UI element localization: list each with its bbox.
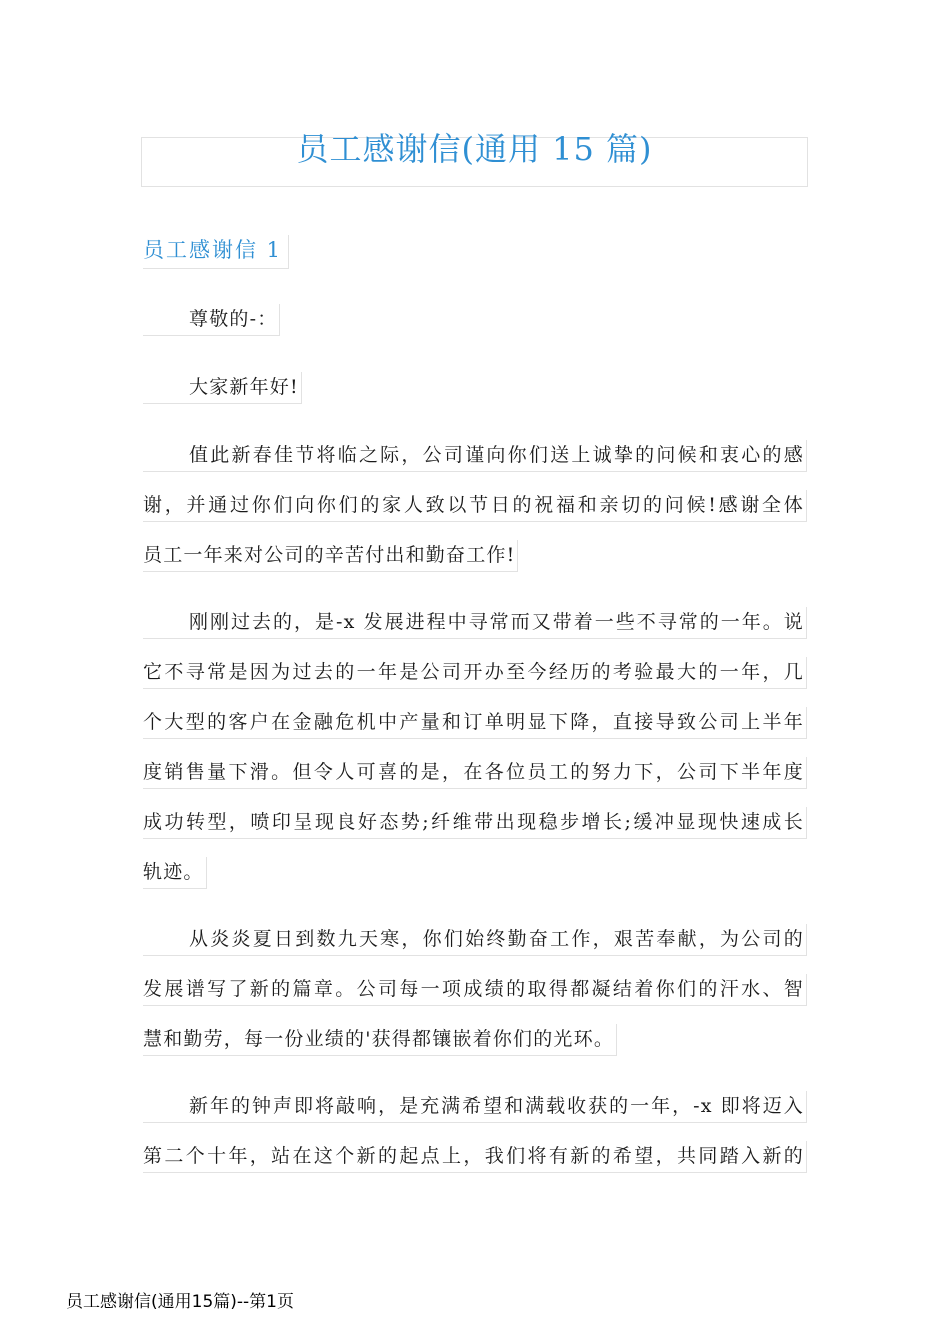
paragraph-3-line-1: 从炎炎夏日到数九天寒，你们始终勤奋工作，艰苦奉献，为公司的: [143, 924, 807, 956]
paragraph-1-line-3: 员工一年来对公司的辛苦付出和勤奋工作!: [143, 540, 518, 572]
paragraph-2-line-1: 刚刚过去的，是-x 发展进程中寻常而又带着一些不寻常的一年。说: [143, 607, 807, 639]
section-heading: 员工感谢信 1: [143, 235, 289, 269]
paragraph-2-line-5: 成功转型，喷印呈现良好态势;纤维带出现稳步增长;缓冲显现快速成长: [143, 807, 807, 839]
paragraph-2-line-6: 轨迹。: [143, 857, 207, 889]
paragraph-1-line-2: 谢，并通过你们向你们的家人致以节日的祝福和亲切的问候!感谢全体: [143, 490, 807, 522]
page-footer: 员工感谢信(通用15篇)--第1页: [66, 1292, 294, 1312]
paragraph-2-line-4: 度销售量下滑。但令人可喜的是，在各位员工的努力下，公司下半年度: [143, 757, 807, 789]
paragraph-2-line-3: 个大型的客户在金融危机中产量和订单明显下降，直接导致公司上半年: [143, 707, 807, 739]
greeting: 大家新年好!: [143, 372, 302, 404]
paragraph-4-line-1: 新年的钟声即将敲响，是充满希望和满载收获的一年，-x 即将迈入: [143, 1091, 807, 1123]
paragraph-4-line-2: 第二个十年，站在这个新的起点上，我们将有新的希望，共同踏入新的: [143, 1141, 807, 1173]
paragraph-2-line-2: 它不寻常是因为过去的一年是公司开办至今经历的考验最大的一年，几: [143, 657, 807, 689]
paragraph-3-line-2: 发展谱写了新的篇章。公司每一项成绩的取得都凝结着你们的汗水、智: [143, 974, 807, 1006]
salutation: 尊敬的-：: [143, 304, 280, 336]
paragraph-3-line-3: 慧和勤劳，每一份业绩的'获得都镶嵌着你们的光环。: [143, 1024, 617, 1056]
paragraph-1-line-1: 值此新春佳节将临之际，公司谨向你们送上诚挚的问候和衷心的感: [143, 440, 807, 472]
document-title: 员工感谢信(通用 15 篇): [296, 130, 653, 168]
